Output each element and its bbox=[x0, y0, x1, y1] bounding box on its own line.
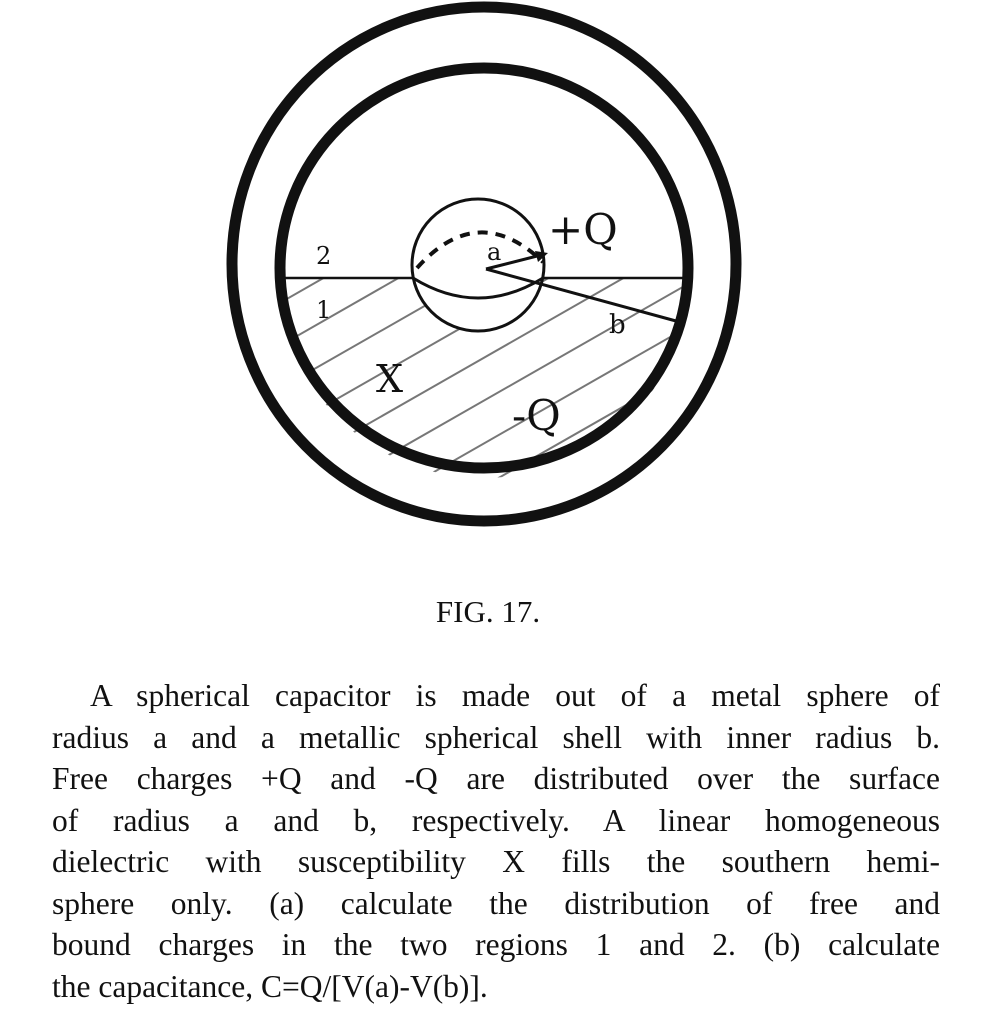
region-2-label: 2 bbox=[316, 242, 332, 270]
radius-b-label: b bbox=[609, 310, 626, 340]
figure-caption: FIG. 17. bbox=[435, 594, 541, 629]
problem-line: bound charges in the two regions 1 and 2. (b) calculate bbox=[52, 927, 940, 962]
region-1-label: 1 bbox=[316, 296, 332, 324]
problem-line: dielectric with susceptibility X fills the southern hemi- bbox=[52, 844, 940, 879]
problem-line: sphere only. (a) calculate the distribution of free and bbox=[52, 885, 940, 921]
problem-line: Free charges +Q and -Q are distributed over the surface bbox=[52, 761, 940, 796]
radius-a-label: a bbox=[487, 238, 502, 266]
problem-line: the capacitance, C=Q/[V(a)-V(b)]. bbox=[52, 968, 488, 1004]
problem-statement bbox=[52, 675, 940, 1007]
problem-line: of radius a and b, respectively. A linear homogeneous bbox=[52, 802, 940, 838]
charge-plus-label: +Q bbox=[548, 205, 618, 254]
problem-line: radius a and a metallic spherical shell with inner radius b. bbox=[52, 719, 940, 755]
charge-minus-label: -Q bbox=[512, 391, 561, 440]
susceptibility-label: X bbox=[376, 357, 404, 401]
problem-line: A spherical capacitor is made out of a metal sphere of bbox=[90, 678, 940, 713]
